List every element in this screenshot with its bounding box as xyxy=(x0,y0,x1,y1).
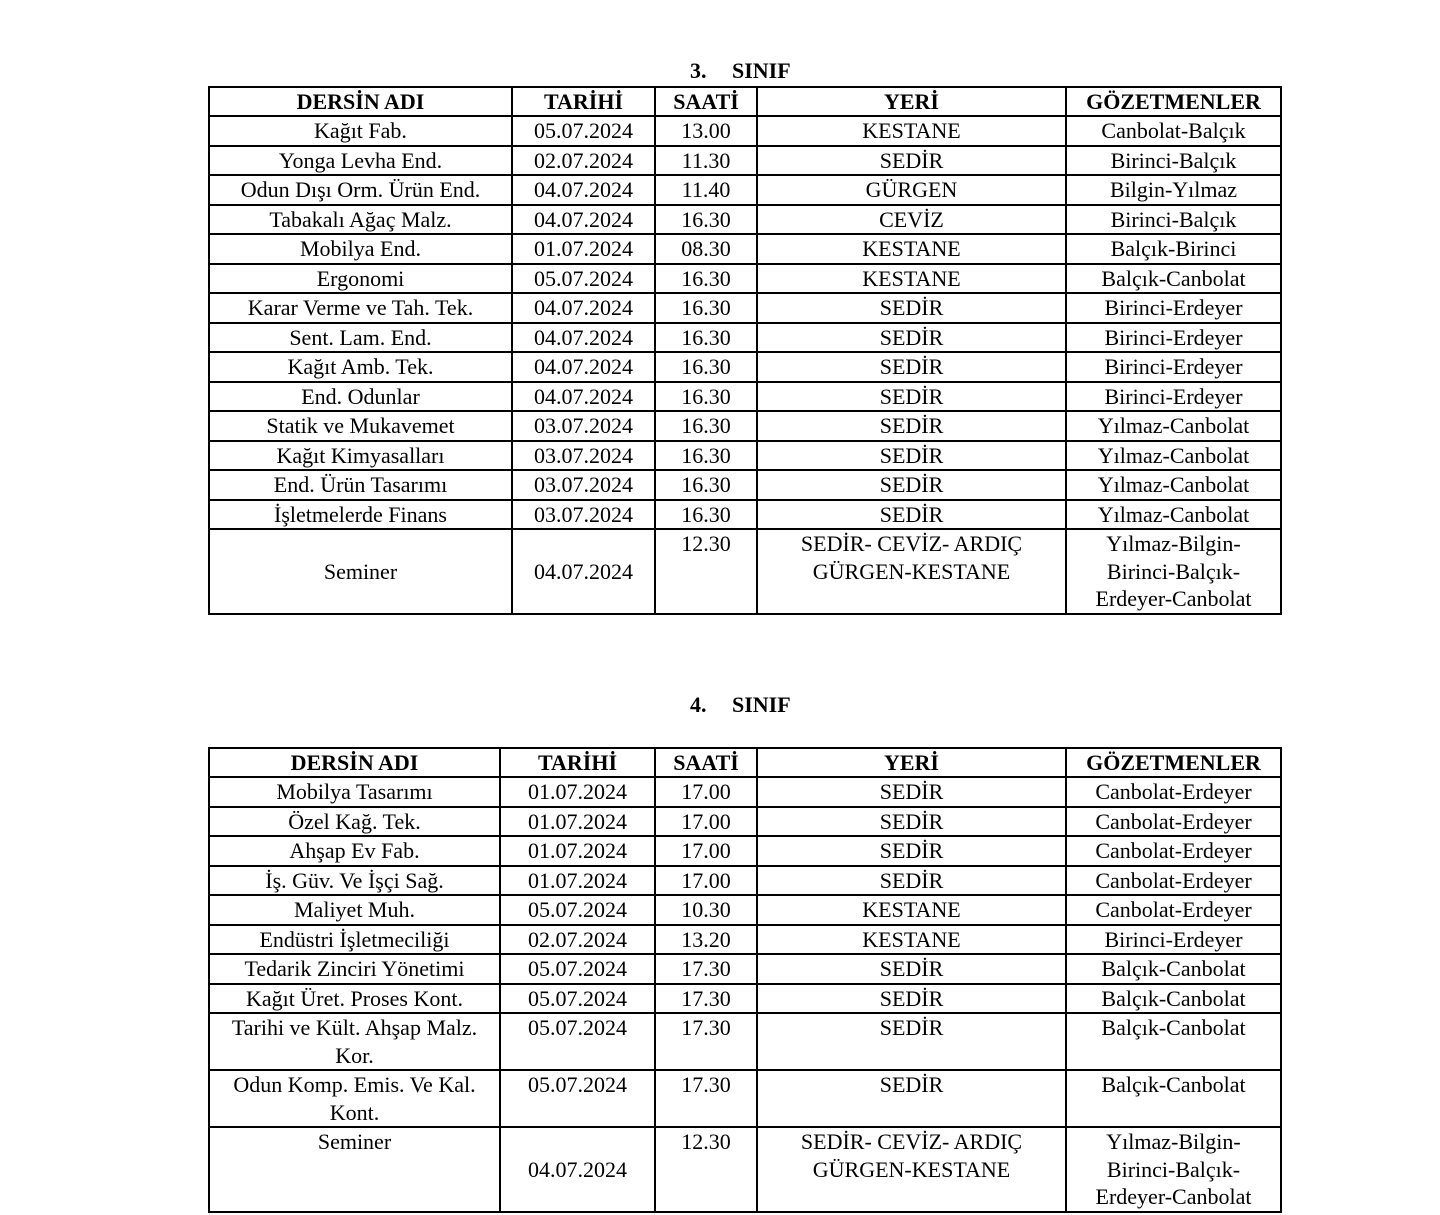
cell-time: 13.20 xyxy=(655,925,757,955)
table-row-seminar xyxy=(209,1127,1281,1212)
cell-place xyxy=(757,529,1066,614)
cell-supervisors: Canbolat-Balçık xyxy=(1066,116,1281,146)
cell-time: 17.00 xyxy=(655,777,757,807)
cell-place: SEDİR xyxy=(757,441,1066,471)
cell-supervisors: Yılmaz-Canbolat xyxy=(1066,470,1281,500)
section-3-title xyxy=(690,58,791,84)
table-row xyxy=(209,264,1281,294)
cell-time: 16.30 xyxy=(655,352,757,382)
section-3-number: 3. xyxy=(690,58,707,83)
cell-date: 04.07.2024 xyxy=(512,205,655,235)
cell-course-name: Statik ve Mukavemet xyxy=(209,411,512,441)
supervisor-line: Birinci-Balçık- xyxy=(1106,1156,1241,1182)
table-row xyxy=(209,954,1281,984)
place-line: SEDİR- CEVİZ- ARDIÇ xyxy=(800,531,1023,556)
table-row xyxy=(209,175,1281,205)
cell-time: 16.30 xyxy=(655,441,757,471)
cell-date: 03.07.2024 xyxy=(512,441,655,471)
cell-date: 01.07.2024 xyxy=(500,777,655,807)
cell-time: 16.30 xyxy=(655,205,757,235)
cell-course-name: Karar Verme ve Tah. Tek. xyxy=(209,293,512,323)
cell-course-name: Kağıt Üret. Proses Kont. xyxy=(209,984,500,1014)
cell-time: 16.30 xyxy=(655,500,757,530)
cell-place: SEDİR xyxy=(757,954,1066,984)
cell-time: 13.00 xyxy=(655,116,757,146)
cell-supervisors: Canbolat-Erdeyer xyxy=(1066,807,1281,837)
cell-place: GÜRGEN xyxy=(757,175,1066,205)
cell-course-name: Seminer xyxy=(209,529,512,614)
course-name-line: Odun Komp. Emis. Ve Kal. xyxy=(233,1072,476,1097)
cell-time: 17.00 xyxy=(655,836,757,866)
cell-course-name: Yonga Levha End. xyxy=(209,146,512,176)
cell-place: KESTANE xyxy=(757,895,1066,925)
cell-time: 16.30 xyxy=(655,293,757,323)
cell-time: 16.30 xyxy=(655,264,757,294)
table-row xyxy=(209,984,1281,1014)
cell-supervisors: Birinci-Balçık xyxy=(1066,205,1281,235)
section-4-title xyxy=(690,692,791,718)
cell-course-name: Ergonomi xyxy=(209,264,512,294)
supervisor-line: Erdeyer-Canbolat xyxy=(1095,1184,1252,1209)
cell-date: 02.07.2024 xyxy=(512,146,655,176)
cell-course-name: Kağıt Fab. xyxy=(209,116,512,146)
table-row-wrapped xyxy=(209,1070,1281,1127)
cell-place: SEDİR xyxy=(757,352,1066,382)
cell-supervisors: Balçık-Canbolat xyxy=(1066,264,1281,294)
header-date: TARİHİ xyxy=(500,748,655,777)
cell-time: 08.30 xyxy=(655,234,757,264)
cell-course-name: End. Ürün Tasarımı xyxy=(209,470,512,500)
cell-time: 12.30 xyxy=(655,529,757,614)
cell-date: 03.07.2024 xyxy=(512,411,655,441)
table-header-row xyxy=(209,87,1281,116)
cell-place: KESTANE xyxy=(757,264,1066,294)
cell-place: SEDİR xyxy=(757,323,1066,353)
cell-date: 05.07.2024 xyxy=(512,264,655,294)
cell-date: 03.07.2024 xyxy=(512,500,655,530)
header-place: YERİ xyxy=(757,87,1066,116)
cell-course-name: Seminer xyxy=(209,1127,500,1212)
cell-supervisors: Birinci-Balçık xyxy=(1066,146,1281,176)
table-body xyxy=(209,777,1281,1013)
header-date: TARİHİ xyxy=(512,87,655,116)
cut-off-footer-line xyxy=(270,1206,1270,1215)
cell-date: 05.07.2024 xyxy=(500,1013,655,1070)
cell-supervisors: Birinci-Erdeyer xyxy=(1066,382,1281,412)
cell-date: 01.07.2024 xyxy=(500,807,655,837)
cell-date: 05.07.2024 xyxy=(500,984,655,1014)
cell-course-name: Mobilya Tasarımı xyxy=(209,777,500,807)
cell-place: SEDİR xyxy=(757,836,1066,866)
exam-table-class-4 xyxy=(208,747,1282,1213)
cell-place: SEDİR xyxy=(757,470,1066,500)
cell-place: SEDİR xyxy=(757,1013,1066,1070)
cell-time: 16.30 xyxy=(655,470,757,500)
course-name-line: Kont. xyxy=(329,1099,380,1125)
cell-course-name: Tedarik Zinciri Yönetimi xyxy=(209,954,500,984)
cell-place: SEDİR xyxy=(757,777,1066,807)
place-line: SEDİR- CEVİZ- ARDIÇ xyxy=(800,1129,1023,1154)
cell-supervisors: Canbolat-Erdeyer xyxy=(1066,836,1281,866)
cell-time: 17.30 xyxy=(655,1013,757,1070)
cell-course-name: Özel Kağ. Tek. xyxy=(209,807,500,837)
cell-supervisors: Birinci-Erdeyer xyxy=(1066,925,1281,955)
table-row xyxy=(209,205,1281,235)
cell-date: 05.07.2024 xyxy=(500,1070,655,1127)
course-name-line: Tarihi ve Kült. Ahşap Malz. xyxy=(231,1015,478,1040)
table-header-row xyxy=(209,748,1281,777)
cell-place: SEDİR xyxy=(757,500,1066,530)
cell-date: 04.07.2024 xyxy=(512,529,655,614)
cell-course-name: Odun Dışı Orm. Ürün End. xyxy=(209,175,512,205)
table-row xyxy=(209,470,1281,500)
section-3-label: SINIF xyxy=(732,58,791,83)
cell-date: 01.07.2024 xyxy=(500,836,655,866)
cell-date: 05.07.2024 xyxy=(500,895,655,925)
cell-supervisors: Yılmaz-Canbolat xyxy=(1066,500,1281,530)
header-course-name: DERSİN ADI xyxy=(209,748,500,777)
exam-table-class-3 xyxy=(208,86,1282,615)
cell-time: 17.30 xyxy=(655,1070,757,1127)
cell-supervisors: Balçık-Canbolat xyxy=(1066,954,1281,984)
cell-place: KESTANE xyxy=(757,234,1066,264)
cell-place: SEDİR xyxy=(757,866,1066,896)
table-row xyxy=(209,866,1281,896)
cell-place: SEDİR xyxy=(757,1070,1066,1127)
table-row xyxy=(209,807,1281,837)
cell-place: SEDİR xyxy=(757,807,1066,837)
table-row xyxy=(209,411,1281,441)
cell-place: CEVİZ xyxy=(757,205,1066,235)
cell-supervisors: Balçık-Canbolat xyxy=(1066,984,1281,1014)
cut-off-heading-line xyxy=(215,0,1270,6)
cell-course-name: İşletmelerde Finans xyxy=(209,500,512,530)
cell-date: 04.07.2024 xyxy=(512,175,655,205)
cell-date: 05.07.2024 xyxy=(512,116,655,146)
supervisor-line: Yılmaz-Bilgin- xyxy=(1106,531,1241,556)
cell-supervisors: Balçık-Canbolat xyxy=(1066,1070,1281,1127)
supervisor-line: Erdeyer-Canbolat xyxy=(1095,586,1252,611)
cell-time: 10.30 xyxy=(655,895,757,925)
table-row xyxy=(209,925,1281,955)
table-body xyxy=(209,116,1281,529)
section-4-number: 4. xyxy=(690,692,707,717)
cell-course-name: Maliyet Muh. xyxy=(209,895,500,925)
table-row xyxy=(209,234,1281,264)
table-row xyxy=(209,441,1281,471)
table-row xyxy=(209,895,1281,925)
section-4-label: SINIF xyxy=(732,692,791,717)
cell-course-name: Tabakalı Ağaç Malz. xyxy=(209,205,512,235)
cell-place: SEDİR xyxy=(757,146,1066,176)
cell-course-name: Sent. Lam. End. xyxy=(209,323,512,353)
cell-supervisors: Yılmaz-Canbolat xyxy=(1066,441,1281,471)
cell-course-name: İş. Güv. Ve İşçi Sağ. xyxy=(209,866,500,896)
cell-supervisors: Canbolat-Erdeyer xyxy=(1066,895,1281,925)
table-row xyxy=(209,352,1281,382)
cell-time: 17.30 xyxy=(655,954,757,984)
table-row xyxy=(209,777,1281,807)
cell-place: SEDİR xyxy=(757,293,1066,323)
cell-supervisors xyxy=(1066,1127,1281,1212)
supervisor-line: Yılmaz-Bilgin- xyxy=(1106,1129,1241,1154)
cell-supervisors: Canbolat-Erdeyer xyxy=(1066,777,1281,807)
cell-date: 02.07.2024 xyxy=(500,925,655,955)
table-row xyxy=(209,323,1281,353)
table-row xyxy=(209,836,1281,866)
cell-supervisors: Canbolat-Erdeyer xyxy=(1066,866,1281,896)
supervisor-line: Birinci-Balçık- xyxy=(1106,558,1241,584)
cell-course-name xyxy=(209,1013,500,1070)
cell-time: 17.00 xyxy=(655,807,757,837)
cell-place: SEDİR xyxy=(757,984,1066,1014)
cell-course-name: Ahşap Ev Fab. xyxy=(209,836,500,866)
place-line: GÜRGEN-KESTANE xyxy=(812,558,1011,584)
cell-supervisors xyxy=(1066,529,1281,614)
header-time: SAATİ xyxy=(655,748,757,777)
cell-time: 16.30 xyxy=(655,323,757,353)
cell-supervisors: Bilgin-Yılmaz xyxy=(1066,175,1281,205)
cell-place: KESTANE xyxy=(757,925,1066,955)
cell-time: 17.30 xyxy=(655,984,757,1014)
table-row xyxy=(209,116,1281,146)
table-row-seminar xyxy=(209,529,1281,614)
cell-course-name: Kağıt Amb. Tek. xyxy=(209,352,512,382)
cell-date: 04.07.2024 xyxy=(512,323,655,353)
table-row xyxy=(209,382,1281,412)
cell-supervisors: Birinci-Erdeyer xyxy=(1066,323,1281,353)
cell-date: 01.07.2024 xyxy=(500,866,655,896)
cell-date: 04.07.2024 xyxy=(512,382,655,412)
cell-course-name: Kağıt Kimyasalları xyxy=(209,441,512,471)
cell-place: SEDİR xyxy=(757,382,1066,412)
cell-time: 16.30 xyxy=(655,411,757,441)
place-line: GÜRGEN-KESTANE xyxy=(812,1156,1011,1182)
cell-date: 04.07.2024 xyxy=(512,293,655,323)
table-row-wrapped xyxy=(209,1013,1281,1070)
cell-time: 16.30 xyxy=(655,382,757,412)
header-course-name: DERSİN ADI xyxy=(209,87,512,116)
header-supervisors: GÖZETMENLER xyxy=(1066,748,1281,777)
cell-date: 05.07.2024 xyxy=(500,954,655,984)
header-supervisors: GÖZETMENLER xyxy=(1066,87,1281,116)
table-row xyxy=(209,293,1281,323)
table-row xyxy=(209,146,1281,176)
cell-course-name: Endüstri İşletmeciliği xyxy=(209,925,500,955)
cell-supervisors: Birinci-Erdeyer xyxy=(1066,293,1281,323)
cell-date: 03.07.2024 xyxy=(512,470,655,500)
table-row xyxy=(209,500,1281,530)
cell-place xyxy=(757,1127,1066,1212)
cell-date: 04.07.2024 xyxy=(512,352,655,382)
course-name-line: Kor. xyxy=(335,1042,374,1068)
cell-time: 11.40 xyxy=(655,175,757,205)
cell-date: 04.07.2024 xyxy=(500,1127,655,1212)
cell-course-name: Mobilya End. xyxy=(209,234,512,264)
cell-time: 17.00 xyxy=(655,866,757,896)
cell-course-name xyxy=(209,1070,500,1127)
header-place: YERİ xyxy=(757,748,1066,777)
cell-time: 11.30 xyxy=(655,146,757,176)
cell-supervisors: Balçık-Canbolat xyxy=(1066,1013,1281,1070)
cell-supervisors: Balçık-Birinci xyxy=(1066,234,1281,264)
header-time: SAATİ xyxy=(655,87,757,116)
cell-supervisors: Birinci-Erdeyer xyxy=(1066,352,1281,382)
cell-course-name: End. Odunlar xyxy=(209,382,512,412)
cell-place: KESTANE xyxy=(757,116,1066,146)
cell-time: 12.30 xyxy=(655,1127,757,1212)
cell-supervisors: Yılmaz-Canbolat xyxy=(1066,411,1281,441)
cell-date: 01.07.2024 xyxy=(512,234,655,264)
cell-place: SEDİR xyxy=(757,411,1066,441)
